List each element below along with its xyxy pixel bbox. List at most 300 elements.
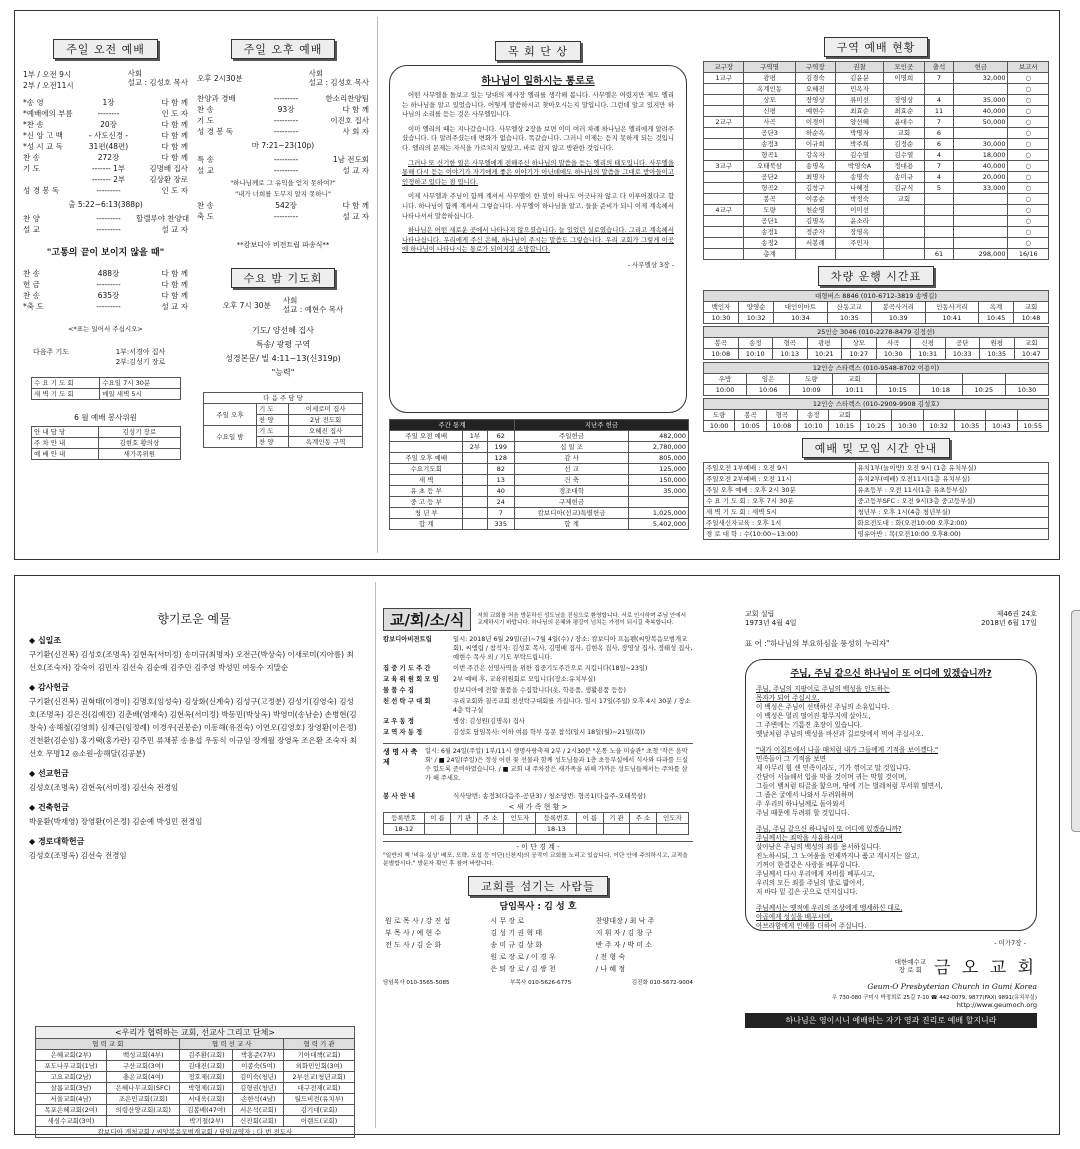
morning-scripture: 출 5:22~6:13(388p) [68,200,143,209]
mission-send-note: **캄보디아 비전트립 파송식** [236,241,330,249]
district-cell: 박영숙A [836,161,884,172]
denomination: 대한예수교 장 로 회 [894,957,927,974]
morning-order-row [23,268,188,279]
stats-cell [390,442,463,453]
bus-stop: 교회 [1014,338,1049,349]
district-header-cell: 권찰 [836,62,884,73]
district-cell: 형곡2 [744,183,795,194]
bus-stop [1017,410,1048,421]
stats-cell: 합 계 [514,519,628,530]
bus-stop: 백인자 [704,302,739,313]
district-row [704,194,1049,205]
partner-cell: 신진회(교회) [233,1116,284,1127]
staff-cell: 전 도 사 / 김 순 화 [385,941,442,949]
district-cell: 김수열 [836,150,884,161]
phone-associate: 부목사 010-5626-6775 [510,980,572,986]
order-detail: ------- 2부 [91,175,126,184]
duty-role-1: 기 도 [257,404,289,415]
district-cell: 김윤분 [836,73,884,84]
wednesday-sermon-title: "능력" [271,368,295,377]
wednesday-scripture: 성경본문/ 빌 4:11~13(신319p) [225,354,341,363]
order-detail: 488장 [97,269,120,278]
stats-header-attendance: 주간 통계 [390,420,515,431]
order-leader: 할렐루야 찬양대 [136,214,190,223]
staff-cell: 찬양대장 / 최 낙 주 [595,917,655,925]
district-cell: 오태북삼 [744,161,795,172]
newcomer-title: < 새 가 족 현 황 > [508,803,568,811]
meeting-left: 주일새신자교육 : 오후 1시 [704,518,856,529]
district-cell: 35,000 [954,95,1008,106]
stats-row [390,475,689,486]
district-cell [954,227,1008,238]
life-festival-text: 일시: 6월 24일(주일) 1부/11시 생명사랑축제 2부 / 2시30분 "온통 노을 미술관" 초청 '작은 음악회' / ■ 24일(주일)은 정성 어린 꽃 선물과 함께 성도님들과 1층 초등부실에서 식사와 다과를 드실 수 있도록 준비하였습니다. / ■ 교회 내 주차장은 새가족을 위해 가까운 성도님들께서는 주차를 삼가 해 주세요. [425,748,689,782]
district-cell [704,194,744,205]
district-cell: 민옥자 [836,84,884,95]
partner-cell: 목포은혜교회(2여) [36,1105,107,1116]
partner-cell: 구산교회(3여) [106,1061,180,1072]
district-cell [704,150,744,161]
poem-line: 저 바다 밑 깊은 곳으로 던지십니다. [756,888,858,896]
life-festival-label: 생 명 사 축 제 [383,748,418,766]
weekly-stats-table [389,419,689,530]
news-item-text: 김성호 담임목사: 이하 여름 학부 동문 참석(일시 18일(월)~21일(목)) [453,729,646,736]
stats-row [390,519,689,530]
bus-stop [860,410,891,421]
stats-cell: 새 벽 [390,475,463,486]
stats-row [390,442,689,453]
order-detail: 93장 [277,105,295,114]
stats-cell: 2,780,000 [629,442,689,453]
bus-stop: 옥계 [979,302,1014,313]
poem-stanza [756,825,1026,897]
stats-cell: 청 년 부 [390,508,463,519]
scrollbar[interactable] [1071,610,1080,832]
order-leader: 1남 전도회 [332,155,369,164]
afternoon-worship-column [197,11,369,559]
partner-cell: 살롬교회(3남) [36,1083,107,1094]
morning-sermon-title: "고통의 끝이 보이지 않을 때" [46,248,165,258]
district-cell [954,128,1008,139]
newcomer-cell [451,824,478,835]
district-cell: 교회 [884,194,924,205]
order-item: 찬 송 [23,153,40,162]
serve-label: 봉 사 안 내 [383,792,415,800]
newcomer-header-cell: 등록번호 [536,813,577,824]
district-cell: 광평 [744,73,795,84]
poem-line: 주 우리의 하나님께로 돌아와서 [756,800,846,808]
bus-route-name: 12인승 스타렉스 (010-2909-9908 김성호) [704,399,1049,410]
bus-stop [923,410,954,421]
partner-cell: 충은교회(4여) [106,1072,180,1083]
stats-cell: 유 초 등 부 [390,486,463,497]
district-row [704,238,1049,249]
duty-name-2: 2남 전도회 [289,415,363,426]
morning-order-row [23,224,188,235]
district-cell: 공단1 [744,216,795,227]
afternoon-worship-title: 주일 오후 예배 [231,39,336,59]
stats-cell: 35,000 [629,486,689,497]
guide-label-1: 안 내 담 당 [32,427,99,438]
bus-time: 10:35 [980,349,1015,360]
pastor-column-title: 목 회 단 상 [495,41,581,61]
partner-cell: 고요교회(2남) [36,1072,107,1083]
column-divider [375,582,376,1128]
district-cell: 4 [924,150,954,161]
district-cell: ○ [1008,95,1049,106]
district-cell: 1교구 [704,73,744,84]
next-week-duty-title: 다 음 주 담 당 [204,393,363,404]
stats-cell: 선 교 [514,464,628,475]
afternoon-order-row [197,104,369,115]
partner-cell: 포도나무교회(1남) [36,1061,107,1072]
meeting-right: 청년부 : 오후 1시(4층 청년부실) [855,507,1048,518]
morning-order-row [23,279,188,290]
newcomer-cell: 18-13 [536,824,577,835]
bus-time: 10:06 [747,385,790,396]
order-item: *신 앙 고 백 [23,131,63,140]
district-header-cell: 교구장 [704,62,744,73]
order-leader: 다 함 께 [161,142,188,151]
order-detail: --------- [96,302,121,311]
stats-row [390,508,689,519]
partner-row [36,1094,355,1105]
order-detail: 31편(48편) [88,142,129,151]
partner-cell: 새싱수교회(3여) [36,1116,107,1127]
afternoon-order-row [197,165,369,176]
bus-stop: 인동사거리 [925,302,979,313]
bus-time: 10:32 [923,421,954,432]
standing-note: <*표는 일어서 주십시오> [68,325,143,333]
morning-order-row [23,130,188,141]
afternoon-order-row [197,211,369,222]
bus-time: 10:45 [979,313,1014,324]
district-cell: 교회 [884,128,924,139]
meeting-right: 유치2부(예배) 오전11시(1층 유치부실) [855,474,1048,485]
news-title: 교/회/소/식 [383,608,471,631]
district-cell: 4 [924,172,954,183]
stats-cell [463,497,487,508]
order-leader: 다 함 께 [161,291,188,300]
district-cell: 최효순 [836,106,884,117]
district-cell: 이규희 [795,139,835,150]
district-cell: 33,000 [954,183,1008,194]
bulletin-outer-sheet [14,575,1060,1135]
bus-time: 10:41 [925,313,979,324]
poem-line: 옛날처럼 주님의 백성을 바산과 길르앗에서 먹여 주십시오. [756,730,924,738]
guide-name-3: 새가족위원 [98,449,180,460]
poem-line: 주님께서는 죄악을 사유하시며 [756,834,843,842]
partner-footer: 캄보디아 개척교회 / 씨앗복음모범개교회 / 담임교역자 : 다 번 전도사 [36,1127,355,1138]
order-item: 축 도 [197,212,214,221]
news-item [383,675,693,684]
stats-cell: 경조대학 [514,486,628,497]
order-item: *축 도 [23,302,44,311]
bus-time: 10:31 [911,349,946,360]
partner-cell: 정호제(교회) [180,1072,233,1083]
district-cell [704,139,744,150]
news-items [383,635,693,737]
cover-slogan: 하나님은 영이시니 예배하는 자가 영과 진리로 예배 할지니라 [745,1013,1037,1028]
district-cell: 도량 [744,205,795,216]
bus-stop [919,374,962,385]
partner-head-church: 협 력 교 회 [36,1039,180,1050]
poem-line: 아브라함에게 인애를 더하여 주십니다. [756,922,867,930]
offering-column [29,576,359,1134]
district-cell: 박명자 [836,128,884,139]
heresy-warning-title: - 이 단 경 계 - [383,841,693,852]
poem-line: 민족들이 그 기적을 보면 [756,755,826,763]
stats-cell [463,453,487,464]
district-cell: 송정2 [744,238,795,249]
partner-cell: 김주환(교회) [180,1050,233,1061]
district-cell: 이명희 [884,73,924,84]
district-cell [884,249,924,260]
bus-route-name: 25인승 3046 (010-2278-8479 김정선) [704,327,1049,338]
meeting-row [704,518,1049,529]
offering-title: 향기로운 예물 [157,612,231,626]
district-header-cell: 출석 [924,62,954,73]
order-detail: --------- [273,94,299,103]
afternoon-order-list-3 [197,200,369,222]
order-item: *송 영 [23,98,44,107]
district-cell: ○ [1008,128,1049,139]
bus-stop: 우방 [704,374,747,385]
staff-cell: 반 주 자 / 박 미 소 [595,941,653,949]
bus-time: 10:11 [833,385,876,396]
bus-time: 10:00 [704,385,747,396]
order-leader: 한소리찬양팀 [325,94,369,103]
newcomer-cell [424,824,451,835]
newcomer-table [383,812,689,835]
district-header-cell: 헌금 [954,62,1008,73]
newcomer-cell [577,824,604,835]
poem-line: 그 좁은 굴에서 나와서 두려워하며 [756,791,854,799]
partner-cell: 은혜교회(2부) [36,1050,107,1061]
partner-cell: 김대진(교회) [180,1061,233,1072]
district-row [704,150,1049,161]
order-item: 찬 양 [23,214,40,223]
order-detail: --------- [273,166,299,175]
news-item-text: 캄보디아에 전할 물품을 수집합니다(옷, 학용품, 생활용품 등등) [453,687,626,694]
order-leader: 다 함 께 [342,201,369,210]
offering-group-name: ◆ 건축헌금 [29,803,69,812]
order-item: *성 시 교 독 [23,142,63,151]
district-cell [954,205,1008,216]
bus-time: 10:10 [798,421,829,432]
bus-time: 10:10 [738,349,773,360]
order-item: 찬 송 [197,201,214,210]
district-cell [924,194,954,205]
guide-name-2: 김현호 황의상 [98,438,180,449]
newcomer-cell [630,824,657,835]
news-item-text: 2부 예배 후, 교육위원회로 모입니다(장소:유치부실) [453,676,596,683]
news-item [383,635,693,662]
order-leader: 설 교 자 [342,166,369,175]
bus-time: 10:30 [892,421,923,432]
serve-text: 식사당번: 송정3(다음주-공단3) / 청소당번: 형곡1(다음주-오태북삼) [453,792,646,800]
order-detail: 1장 [102,98,115,107]
order-leader: 다 함 께 [342,105,369,114]
news-item-label: 캄보디아비전트립 [383,636,432,643]
stats-cell: 7 [487,508,514,519]
district-cell: 상모 [744,95,795,106]
district-cell: ○ [1008,205,1049,216]
meeting-left: 경 로 대 학 : 수(10:00~13:00) [704,529,856,540]
afternoon-scripture: 마 7:21~23(10p) [251,141,315,150]
stats-cell: 중 고 등 부 [390,497,463,508]
bus-route-name: 12인승 스타렉스 (010-9548-8702 이용이) [704,363,1049,374]
afternoon-sermon-line-2: "내가 너희를 도무지 알지 못하니" [235,190,331,198]
offering-group-names: 김성호(조명옥) 김선숙 전경임 [29,851,127,860]
meeting-right: 유치1부(놀이방) 오전 9시 (1층 유치부실) [855,463,1048,474]
district-cell: 5 [924,183,954,194]
partner-cell: 박형제(교회) [180,1083,233,1094]
service-volunteer-title: 6 월 예배 봉사위원 [74,413,137,422]
district-cell: 2교구 [704,117,744,128]
poem-line: 우리의 모든 죄를 주님의 발로 밟아서, [756,879,865,887]
newcomer-header-cell: 이 름 [424,813,451,824]
bus-time: 10:48 [1014,313,1049,324]
district-cell: 3교구 [704,161,744,172]
morning-order-row [23,213,188,224]
poem-line: 주님께서는 옛적에 우리의 조상에게 맹세하신 대로, [756,904,903,912]
district-cell: 최효순 [884,106,924,117]
meeting-left: 주일오전 2부예배 : 오전 11시 [704,474,856,485]
district-row [704,95,1049,106]
order-leader: 다 함 께 [161,98,188,107]
district-cell: 사곡 [744,117,795,128]
staff-cell [383,963,488,975]
morning-worship-title: 주일 오전 예배 [53,39,158,59]
news-item-label: 교 역 자 동 정 [383,729,423,736]
offering-group-name: ◆ 감사헌금 [29,683,69,692]
newcomer-cell: 18-12 [384,824,425,835]
afternoon-order-row [197,93,369,104]
cover-poem-body [756,685,1026,931]
wednesday-time: 오후 7시 30분 [222,300,271,310]
offering-group-names: 구기환(신진복) 권혁태(이경이) 김명호(임성숙) 김상화(신계숙) 김성구(고정분) 김성기(김영숙) 김성호(조명옥) 김은진(김예진) 김춘배(염재숙) 김현옥(서미정) 박동민(박상옥) 박영미(송남순) 손병현(김창숙) 송해철(김영희) 심재근(임정례) 이경우(권봉순) 이동해(유진숙) 이연오(김영호) 장영환(이은정) 진천환(김순임) 홍기택(홍가란) 김주민 류채봉 송용섭 우동식 이규임 장계월 장영옥 조은환 조숙자 최선호 무명12 ◎소원-송해달(김공분) [29,697,357,758]
senior-pastor: 담임목사 : 김 성 호 [499,902,577,912]
church-name: 금 오 교 회 [934,958,1037,978]
bus-stop: 상모 [842,338,877,349]
district-cell: ○ [1008,216,1049,227]
stats-row [390,497,689,508]
dawn-prayer-label: 새 벽 기 도 회 [32,389,100,400]
stats-cell: 건 축 [514,475,628,486]
district-cell: 이경이 [795,117,835,128]
news-item-text: 병상: 김성원(김명옥) 집사 [453,718,525,725]
district-cell: 박주희 [836,139,884,150]
district-row [704,161,1049,172]
news-item [383,697,693,715]
morning-order-row [23,163,188,174]
poem-line: 주님께서 다시 우리에게 자비를 베푸시고, [756,870,875,878]
district-cell: 신평 [744,106,795,117]
church-url[interactable]: http://www.geumoch.org [956,1001,1037,1009]
partner-cell [106,1116,180,1127]
district-cell: 김수열 [884,150,924,161]
bus-stop: 원평 [980,338,1015,349]
district-row [704,117,1049,128]
order-item: 설 교 [23,225,40,234]
church-address: 우 730-080 구미시 박정희로 25길 7-10 ☎ 442-0079, 9877(FAX) 9891(유치부실) [832,995,1037,1001]
bus-time: 10:30 [876,349,911,360]
staff-row [383,915,689,927]
stats-cell: 십 일 조 [514,442,628,453]
meeting-left: 주일 오후 예배 : 오후 2시 30분 [704,485,856,496]
bus-time: 10:27 [842,349,877,360]
newcomer-cell [477,824,504,835]
district-row [704,73,1049,84]
district-cell [884,205,924,216]
partner-cell: 대구전재(교회) [284,1083,355,1094]
bus-stop: 광평 [807,338,842,349]
district-cell: 6 [924,128,954,139]
duty-name-4: 옥계인동 구역 [289,437,363,448]
bus-time: 10:00 [704,421,735,432]
district-cell: 김명옥 [795,216,835,227]
stats-header-offering: 지난주 헌금 [514,420,688,431]
info-column [699,11,1053,559]
offering-group-names: 구기환(신진복) 김성호(조명옥) 김현옥(서미정) 송미규(최명자) 오전근(박상숙) 이새로미(지아름) 최선호(조숙자) 강숙이 김민자 김선숙 김순예 김주민 김주영 박성민 여동수 지말순 [29,650,354,672]
stats-cell: 주일 오전 예배 [390,431,463,442]
district-cell: 송정1 [744,227,795,238]
district-cell: 40,000 [954,106,1008,117]
stats-row [390,431,689,442]
partner-row [36,1083,355,1094]
partner-cell: 김봉배(47여) [180,1105,233,1116]
district-cell: ○ [1008,183,1049,194]
district-cell: 양선혜 [836,117,884,128]
bus-time: 10:33 [945,349,980,360]
next-week-duty-table [203,392,363,448]
stats-cell: 128 [487,453,514,464]
stats-cell: 주일 오후 예배 [390,453,463,464]
order-leader: 다 함 께 [161,131,188,140]
district-row [704,183,1049,194]
stats-cell: 주일헌금 [514,431,628,442]
next-prayer-label: 다음주 기도 [33,348,70,356]
district-cell [884,216,924,227]
bus-stop [986,410,1017,421]
partner-row [36,1072,355,1083]
district-cell [704,227,744,238]
district-cell: 예현수 [795,106,835,117]
district-cell: 나혜정 [836,183,884,194]
district-cell: 송명숙 [836,172,884,183]
offering-group-name: ◆ 선교헌금 [29,769,69,778]
district-row [704,227,1049,238]
meeting-row [704,507,1049,518]
newcomer-header-cell: 기 관 [603,813,630,824]
dawn-prayer-time: 매일 새벽 5시 [100,389,181,400]
bus-time: 10:55 [1017,421,1048,432]
partner-cell: 기아대책(교회) [284,1050,355,1061]
news-item-label: 교 육 위 원 회 모 임 [383,676,439,683]
district-cell: 정준자 [795,227,835,238]
duty-role-3: 기 도 [257,426,289,437]
meeting-left: 새 벽 기 도 회 : 새벽 5시 [704,507,856,518]
phone-senior: 담임목사 010-3565-5085 [383,980,450,986]
partner-table [35,1038,355,1138]
meeting-row [704,463,1049,474]
duty-role-4: 찬 양 [257,437,289,448]
district-cell: 송미규 [884,172,924,183]
staff-cell: 김 성 기 권 혁 태 [490,929,543,937]
afternoon-sermon-line-1: "하나님께로 그 유익을 얻지 못하여?" [230,179,336,187]
partner-cell: 이종숙(5여) [233,1061,284,1072]
bus-stop: 사곡 [876,338,911,349]
